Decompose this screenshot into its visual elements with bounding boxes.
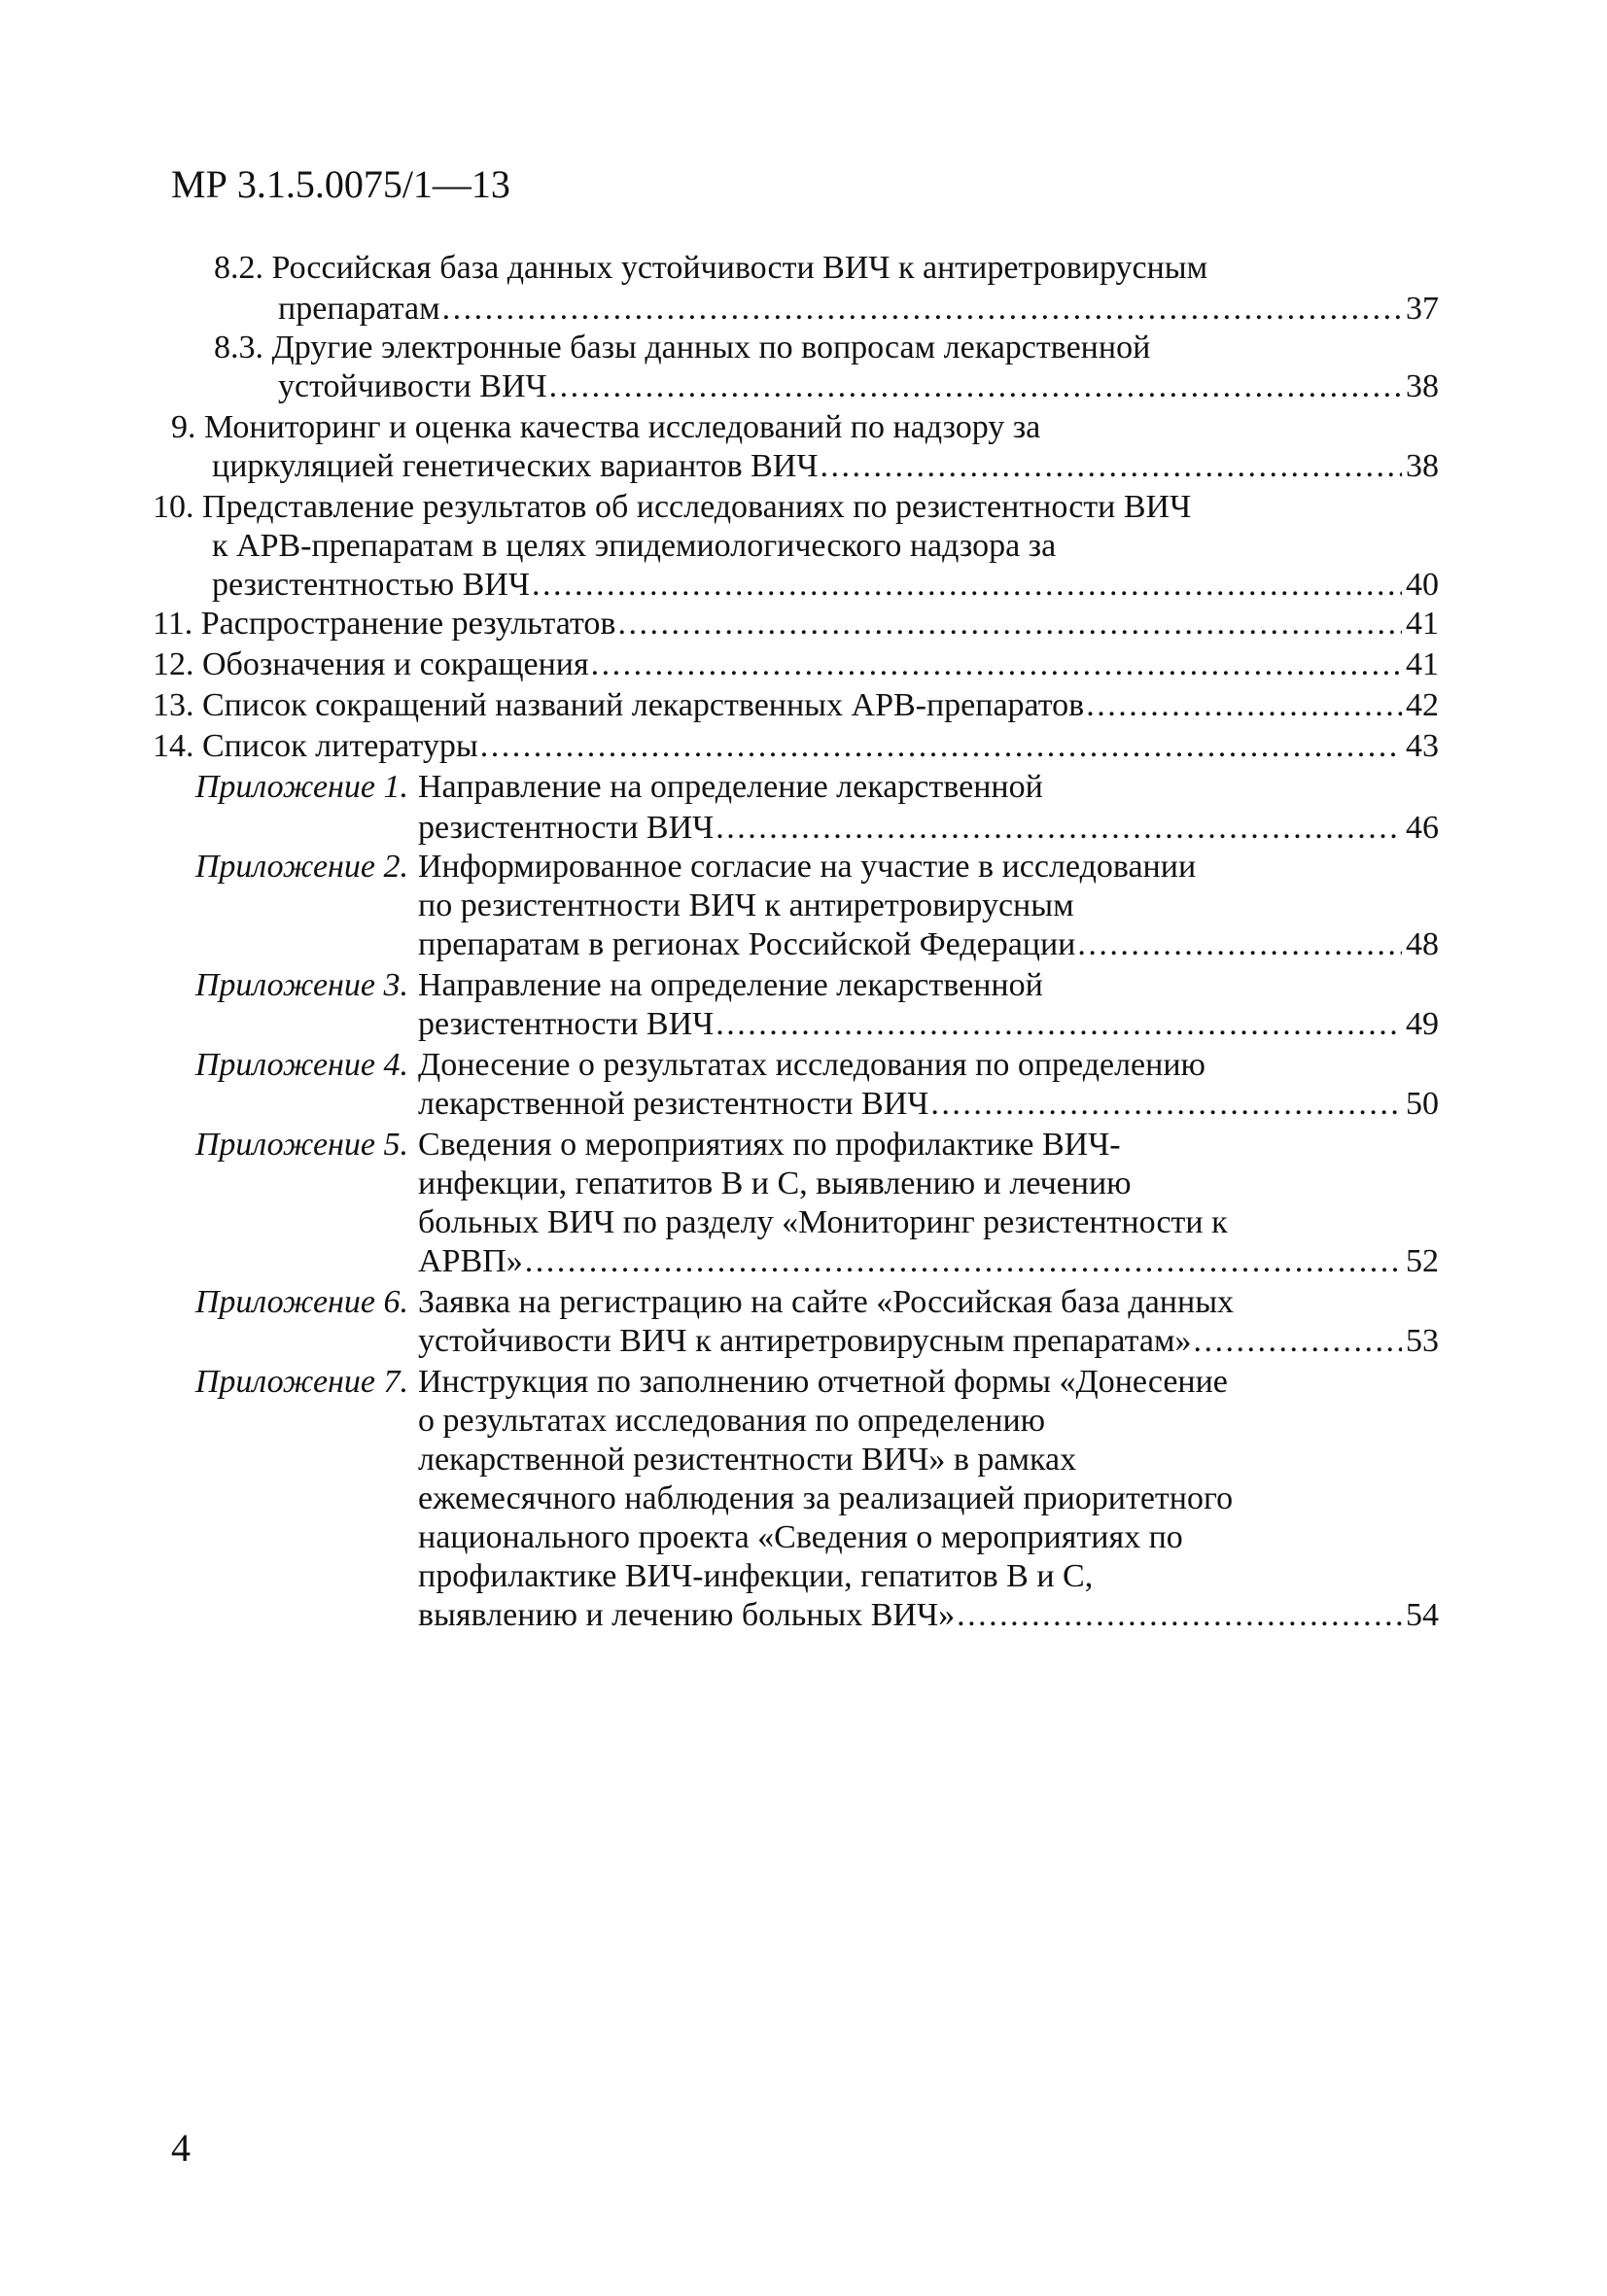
dot-leader [549, 367, 1402, 406]
dot-leader [1077, 925, 1402, 964]
toc-page-number: 38 [1406, 448, 1439, 484]
toc-page-number: 37 [1406, 291, 1439, 327]
appendix-6-label: Приложение 6. [194, 1284, 408, 1320]
toc-entry-text: устойчивости ВИЧ к антиретровирусным препаратам» [418, 1323, 1192, 1359]
toc-entry-text: 11. Распространение результатов [153, 606, 616, 642]
appendix-2-line-2: по резистентности ВИЧ к антиретровирусным [418, 887, 1074, 923]
appendix-7-line-5: национального проекта «Сведения о мероприятиях по [418, 1519, 1183, 1555]
toc-entry-12 [153, 645, 1439, 684]
appendix-5-line-4 [418, 1242, 1439, 1281]
dot-leader [480, 727, 1402, 766]
toc-entry-text: 14. Список литературы [153, 728, 478, 764]
appendix-6-line-2 [418, 1322, 1439, 1361]
document-header: МР 3.1.5.0075/1—13 [171, 162, 510, 206]
appendix-7-line-3: лекарственной резистентности ВИЧ» в рамках [418, 1442, 1077, 1478]
toc-entry-13 [153, 686, 1439, 725]
appendix-7-line-7 [418, 1596, 1439, 1635]
dot-leader [532, 566, 1402, 605]
toc-entry-10-line-2: к АРВ-препаратам в целях эпидемиологического надзора за [212, 528, 1057, 564]
toc-page-number: 43 [1406, 728, 1439, 764]
toc-page-number: 42 [1406, 687, 1439, 723]
toc-page-number: 41 [1406, 646, 1439, 682]
appendix-7-label: Приложение 7. [194, 1364, 408, 1400]
dot-leader [930, 1085, 1402, 1124]
appendix-7-line-6: профилактике ВИЧ-инфекции, гепатитов В и С, [418, 1558, 1094, 1594]
dot-leader [442, 290, 1402, 329]
appendix-2-line-1: Информированное согласие на участие в исследовании [418, 849, 1197, 885]
appendix-7-line-2: о результатах исследования по определению [418, 1403, 1046, 1439]
toc-entry-10-line-3 [212, 566, 1439, 605]
toc-entry-text: резистентностью ВИЧ [212, 567, 530, 603]
dot-leader [957, 1596, 1402, 1635]
toc-entry-10-line-1: 10. Представление результатов об исследованиях по резистентности ВИЧ [153, 489, 1192, 525]
appendix-7-line-4: ежемесячного наблюдения за реализацией приоритетного [418, 1480, 1234, 1516]
dot-leader [591, 645, 1402, 684]
appendix-2-line-3 [418, 925, 1439, 964]
dot-leader [525, 1242, 1402, 1281]
toc-page-number: 49 [1406, 1006, 1439, 1042]
dot-leader [716, 809, 1402, 848]
toc-entry-8-2-line-2 [278, 290, 1439, 329]
toc-entry-9-line-2 [212, 447, 1439, 486]
appendix-4-line-1: Донесение о результатах исследования по определению [418, 1047, 1205, 1083]
appendix-4-line-2 [418, 1085, 1439, 1124]
toc-entry-8-3-line-1: 8.3. Другие электронные базы данных по вопросам лекарственной [214, 330, 1151, 365]
toc-entry-text: АРВП» [418, 1243, 523, 1279]
appendix-5-label: Приложение 5. [194, 1127, 408, 1163]
toc-entry-text: препаратам в регионах Российской Федерации [418, 926, 1076, 962]
toc-page-number: 40 [1406, 567, 1439, 603]
toc-page-number: 50 [1406, 1086, 1439, 1122]
toc-entry-9-line-1: 9. Мониторинг и оценка качества исследований по надзору за [171, 409, 1041, 445]
toc-entry-text: резистентности ВИЧ [418, 810, 715, 846]
appendix-5-line-1: Сведения о мероприятиях по профилактике ВИЧ- [418, 1127, 1121, 1163]
toc-entry-11 [153, 605, 1439, 644]
appendix-5-line-2: инфекции, гепатитов В и С, выявлению и лечению [418, 1165, 1132, 1201]
toc-entry-text: препаратам [278, 291, 440, 327]
toc-entry-text: циркуляцией генетических вариантов ВИЧ [212, 448, 819, 484]
appendix-5-line-3: больных ВИЧ по разделу «Мониторинг резистентности к [418, 1204, 1228, 1240]
toc-page-number: 41 [1406, 606, 1439, 642]
toc-entry-8-2-line-1: 8.2. Российская база данных устойчивости ВИЧ к антиретровирусным [214, 250, 1208, 286]
toc-page-number: 53 [1406, 1323, 1439, 1359]
dot-leader [820, 447, 1402, 486]
toc-entry-text: устойчивости ВИЧ [278, 368, 547, 404]
toc-entry-text: резистентности ВИЧ [418, 1006, 715, 1042]
appendix-3-line-1: Направление на определение лекарственной [418, 967, 1043, 1003]
appendix-3-line-2 [418, 1005, 1439, 1044]
toc-entry-text: 13. Список сокращений названий лекарственных АРВ-препаратов [153, 687, 1085, 723]
toc-entry-14 [153, 727, 1439, 766]
appendix-4-label: Приложение 4. [194, 1047, 408, 1083]
toc-page-number: 52 [1406, 1243, 1439, 1279]
appendix-1-line-2 [418, 809, 1439, 848]
dot-leader [1086, 686, 1402, 725]
appendix-1-label: Приложение 1. [194, 769, 408, 805]
toc-page-number: 48 [1406, 926, 1439, 962]
dot-leader [617, 605, 1402, 644]
dot-leader [1193, 1322, 1402, 1361]
toc-entry-8-3-line-2 [278, 367, 1439, 406]
toc-entry-text: лекарственной резистентности ВИЧ [418, 1086, 929, 1122]
toc-page-number: 38 [1406, 368, 1439, 404]
page-number: 4 [171, 2126, 191, 2170]
appendix-3-label: Приложение 3. [194, 967, 408, 1003]
appendix-7-line-1: Инструкция по заполнению отчетной формы «Донесение [418, 1364, 1228, 1400]
toc-page-number: 46 [1406, 810, 1439, 846]
dot-leader [716, 1005, 1402, 1044]
appendix-2-label: Приложение 2. [194, 849, 408, 885]
toc-entry-text: выявлению и лечению больных ВИЧ» [418, 1597, 956, 1633]
toc-entry-text: 12. Обозначения и сокращения [153, 646, 589, 682]
toc-page-number: 54 [1406, 1597, 1439, 1633]
appendix-1-line-1: Направление на определение лекарственной [418, 769, 1043, 805]
appendix-6-line-1: Заявка на регистрацию на сайте «Российская база данных [418, 1284, 1235, 1320]
